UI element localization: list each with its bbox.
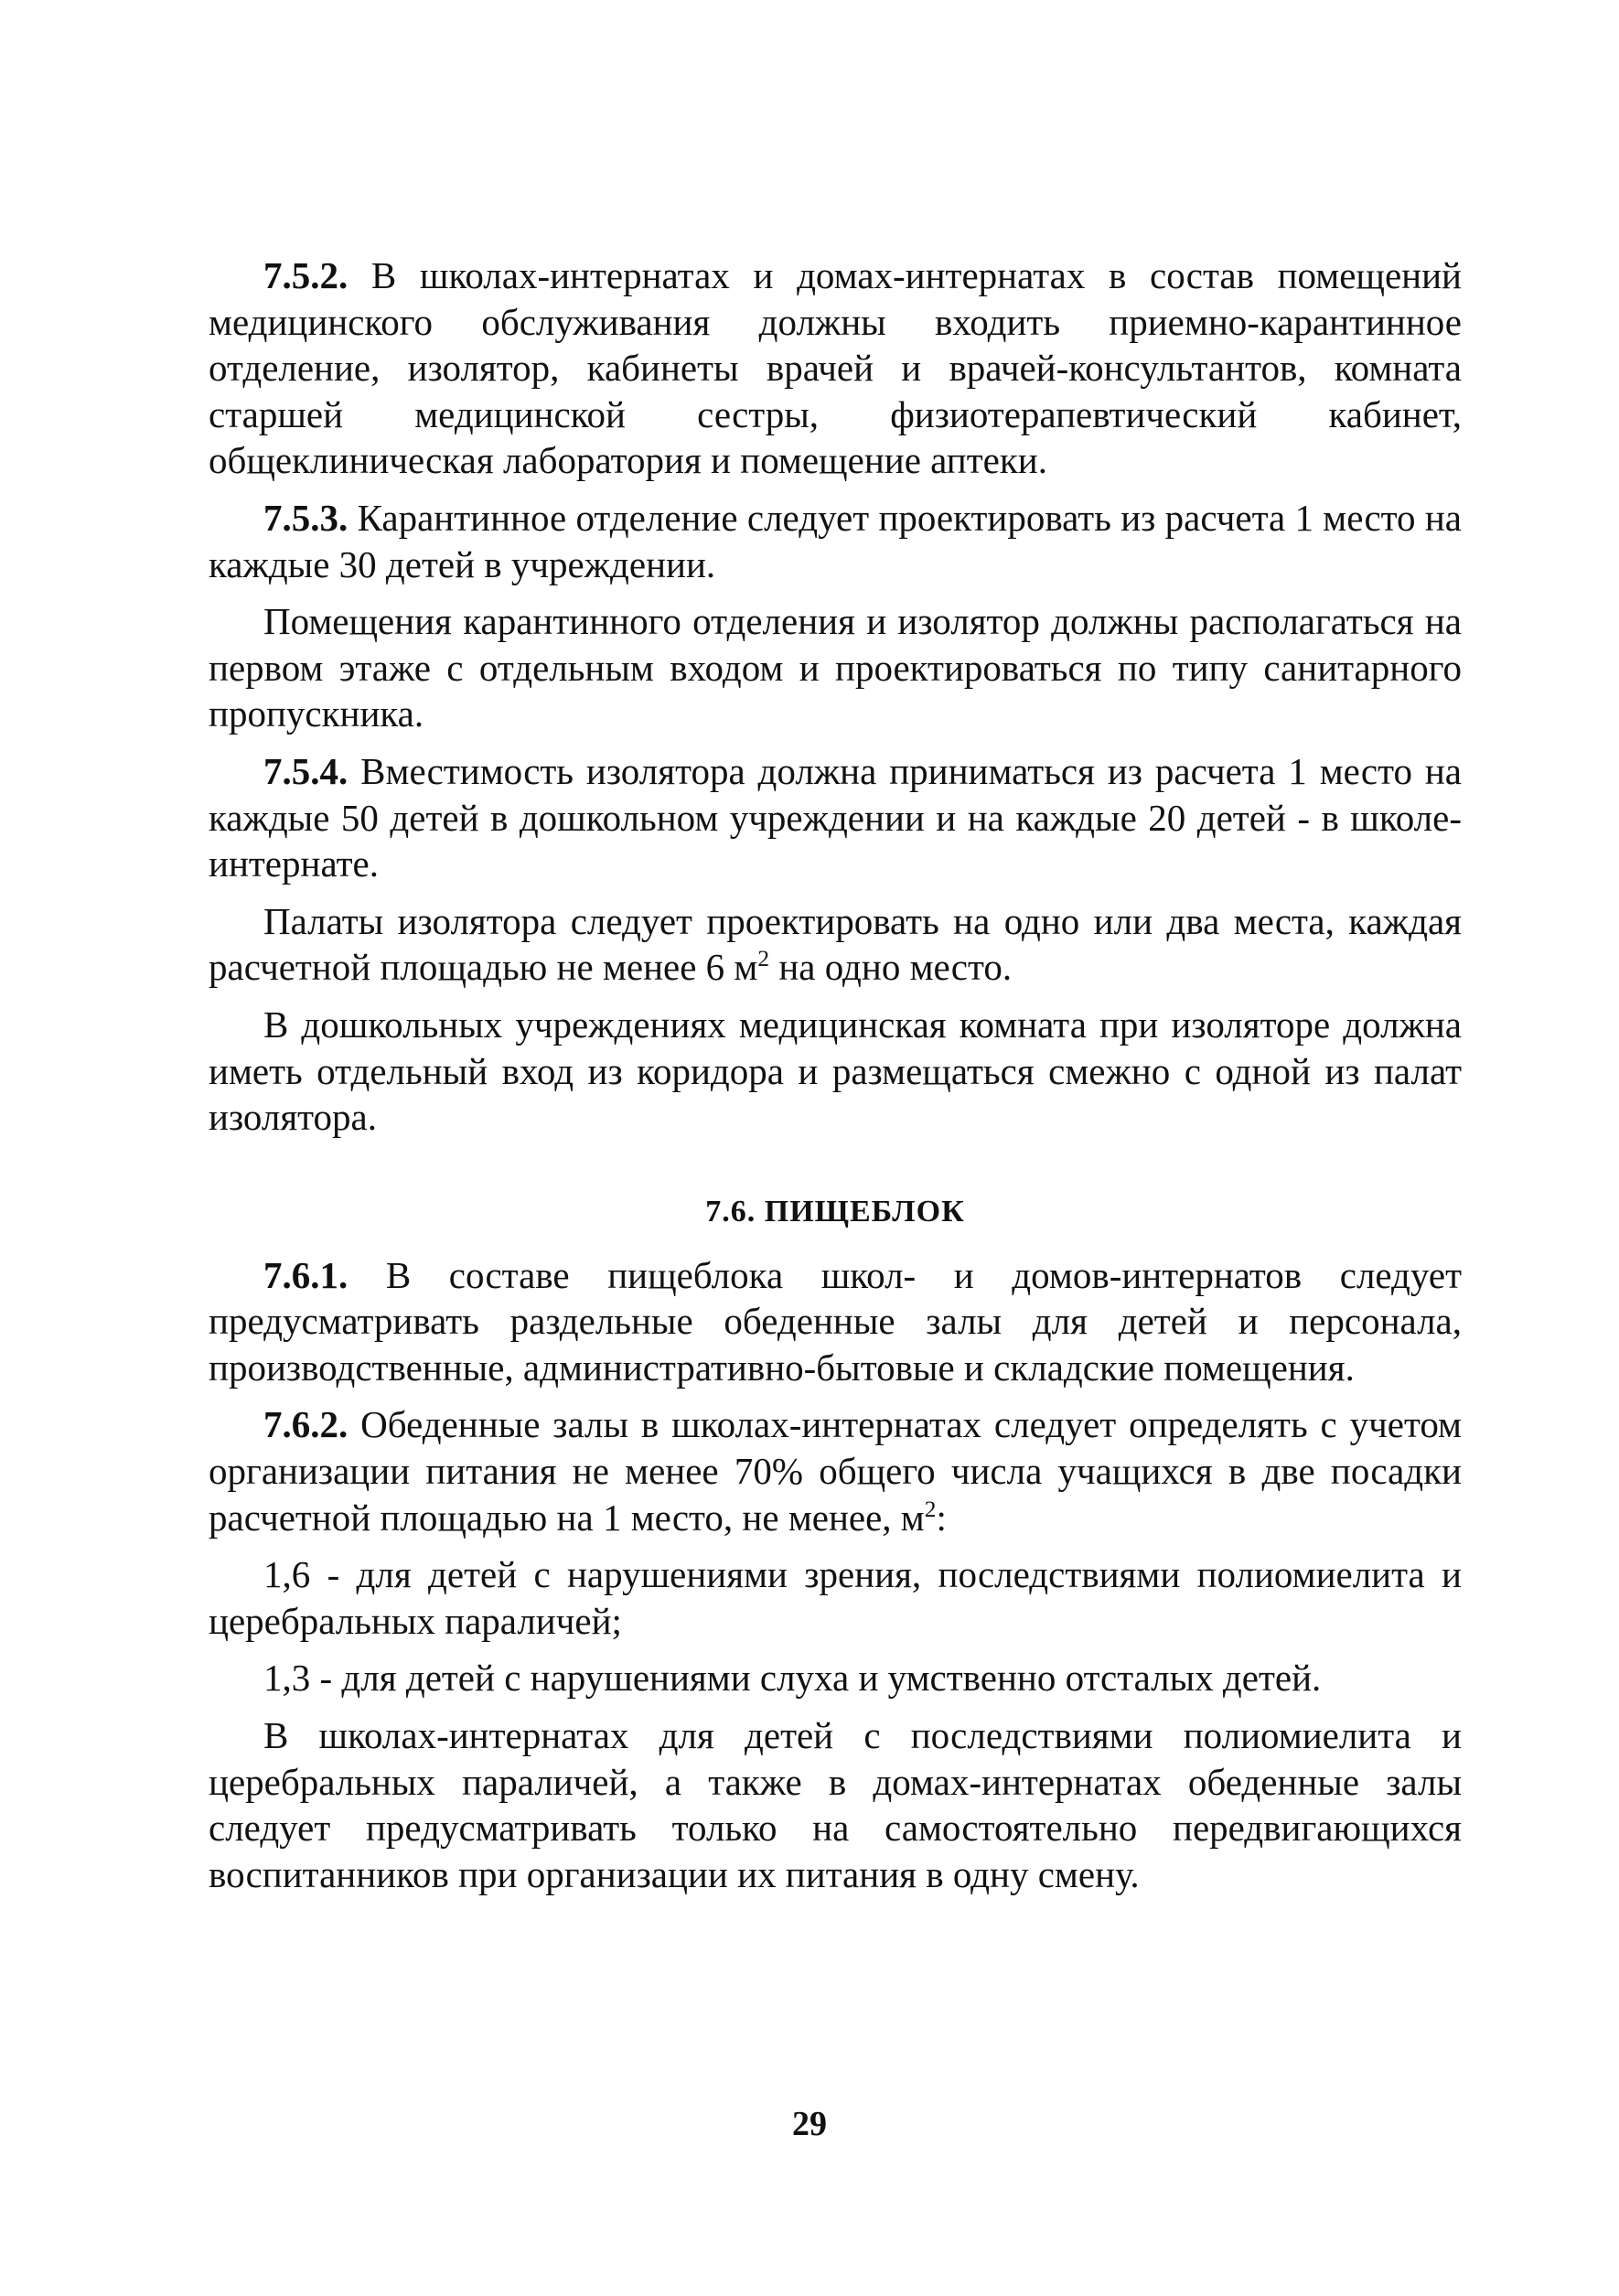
list-item-hearing: [209, 1655, 1462, 1701]
clause-number: 7.5.2.: [263, 254, 348, 296]
paragraph-text: Палаты изолятора следует проектировать на одно или два места, каждая расчетной площадью не менее 6 м: [209, 899, 1462, 989]
paragraph-7-6-2: [209, 1401, 1462, 1540]
paragraph-text: 1,3 - для детей с нарушениями слуха и умственно отсталых детей.: [263, 1657, 1322, 1700]
paragraph-isolator-wards: [209, 898, 1462, 991]
paragraph-text: Помещения карантинного отделения и изолятор должны располагаться на первом этаже с отдельным входом и проектироваться по типу санитарного пропускника.: [209, 600, 1462, 735]
paragraph-text: В дошкольных учреждениях медицинская комната при изоляторе должна иметь отдельный вход из коридора и размещаться смежно с одной из палат изолятора.: [209, 1003, 1462, 1139]
paragraph-7-5-3: [209, 495, 1462, 587]
paragraph-text: Обеденные залы в школах-интернатах следует определять с учетом организации питания не менее 70% общего числа учащихся в две посадки расчетной площадью на 1 место, не менее, м: [209, 1403, 1462, 1539]
clause-number: 7.5.4.: [263, 749, 348, 792]
paragraph-text: 1,6 - для детей с нарушениями зрения, последствиями полиомиелита и церебральных параличей;: [209, 1553, 1462, 1642]
page-number: 29: [792, 2105, 827, 2143]
paragraph-text: В школах-интернатах и домах-интернатах в состав помещений медицинского обслуживания должны входить приемно-карантинное отделение, изолятор, кабинеты врачей и врачей-консультантов, комната старшей медицинской сестры, физиотерапевтический кабинет, общеклиническая лаборатория и помещение аптеки.: [209, 254, 1462, 482]
paragraph-quarantine-location: [209, 598, 1462, 737]
paragraph-text: Карантинное отделение следует проектировать из расчета 1 место на каждые 30 детей в учреждении.: [209, 496, 1462, 585]
paragraph-dining-halls: [209, 1712, 1462, 1897]
list-item-vision: [209, 1551, 1462, 1644]
clause-number: 7.5.3.: [263, 496, 348, 539]
paragraph-text: Вместимость изолятора должна приниматься из расчета 1 место на каждые 50 детей в дошкольном учреждении и на каждые 20 детей - в школе-интернате.: [209, 749, 1462, 885]
superscript: 2: [924, 1496, 937, 1522]
section-heading: 7.6. ПИЩЕБЛОК: [705, 1194, 965, 1228]
paragraph-text: В составе пищеблока школ- и домов-интернатов следует предусматривать раздельные обеденные залы для детей и персонала, производственные, административно-бытовые и складские помещения.: [209, 1253, 1462, 1389]
paragraph-7-6-1: [209, 1252, 1462, 1391]
paragraph-7-5-2: [209, 252, 1462, 484]
clause-number: 7.6.1.: [263, 1253, 348, 1296]
paragraph-7-5-4: [209, 748, 1462, 887]
superscript: 2: [757, 946, 770, 972]
paragraph-text-tail: :: [936, 1496, 947, 1539]
paragraph-medical-room: [209, 1002, 1462, 1141]
paragraph-text: В школах-интернатах для детей с последствиями полиомиелита и церебральных параличей, а также в домах-интернатах обеденные залы следует предусматривать только на самостоятельно передвигающихся воспитанников при организации их питания в одну смену.: [209, 1714, 1462, 1895]
paragraph-text-tail: на одно место.: [769, 946, 1013, 989]
clause-number: 7.6.2.: [263, 1403, 348, 1446]
